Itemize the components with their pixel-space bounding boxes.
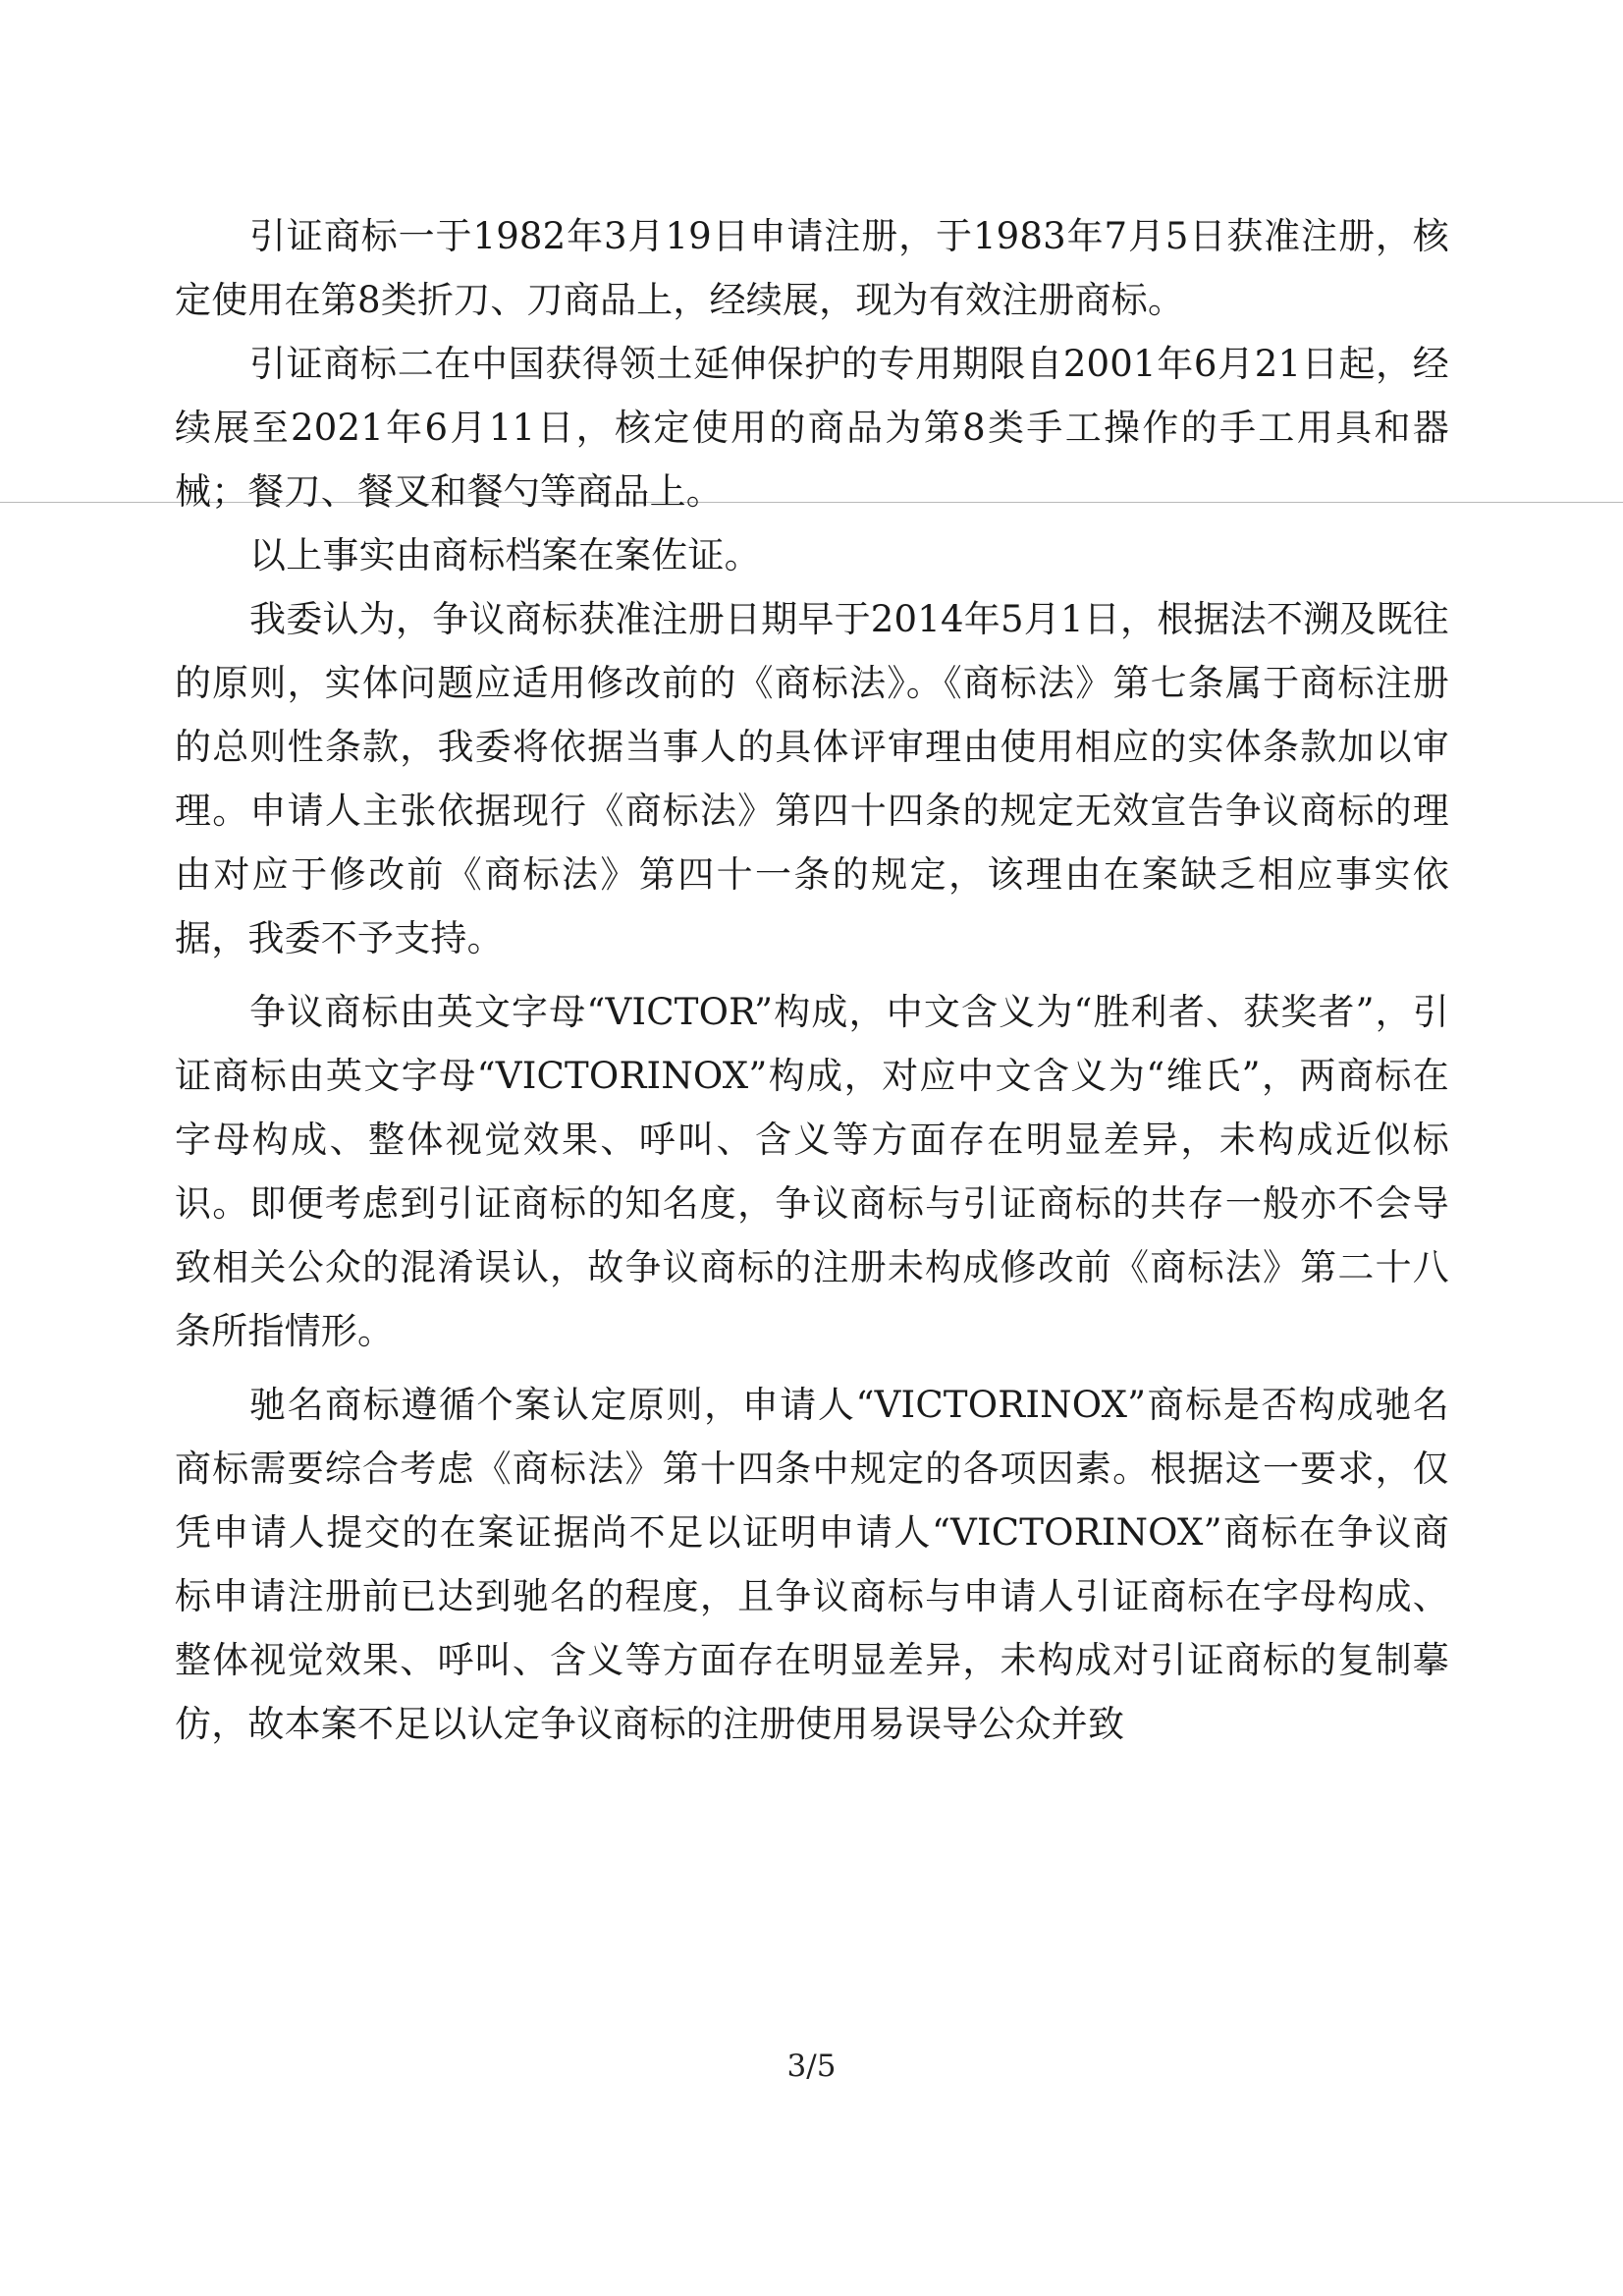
paragraph-citation-mark-two: 引证商标二在中国获得领土延伸保护的专用期限自2001年6月21日起，经续展至2021年6月11日，核定使用的商品为第8类手工操作的手工用具和器械；餐刀、餐叉和餐勺等商品上。 (175, 343, 1449, 513)
paragraph-citation-mark-one: 引证商标一于1982年3月19日申请注册，于1983年7月5日获准注册，核定使用在第8类折刀、刀商品上，经续展，现为有效注册商标。 (175, 215, 1449, 321)
page-number: 3/5 (786, 2049, 837, 2084)
paragraph-well-known-mark: 驰名商标遵循个案认定原则，申请人“VICTORINOX”商标是否构成驰名商标需要综合考虑《商标法》第十四条中规定的各项因素。根据这一要求，仅凭申请人提交的在案证据尚不足以证明申请人“VICTORINOX”商标在争议商标申请注册前已达到驰名的程度，且争议商标与申请人引证商标在字母构成、整体视觉效果、呼叫、含义等方面存在明显差异，未构成对引证商标的复制摹仿，故本案不足以认定争议商标的注册使用易误导公众并致 (175, 1384, 1449, 1745)
paragraph-committee-opinion: 我委认为，争议商标获准注册日期早于2014年5月1日，根据法不溯及既往的原则，实体问题应适用修改前的《商标法》。《商标法》第七条属于商标注册的总则性条款，我委将依据当事人的具体评审理由使用相应的实体条款加以审理。申请人主张依据现行《商标法》第四十四条的规定无效宣告争议商标的理由对应于修改前《商标法》第四十一条的规定，该理由在案缺乏相应事实依据，我委不予支持。 (175, 598, 1449, 959)
document-body (175, 204, 1449, 1756)
paragraph-evidence-statement: 以上事实由商标档案在案佐证。 (249, 534, 761, 576)
paragraph-mark-comparison: 争议商标由英文字母“VICTOR”构成，中文含义为“胜利者、获奖者”，引证商标由英文字母“VICTORINOX”构成，对应中文含义为“维氏”，两商标在字母构成、整体视觉效果、呼叫、含义等方面存在明显差异，未构成近似标识。即便考虑到引证商标的知名度，争议商标与引证商标的共存一般亦不会导致相关公众的混淆误认，故争议商标的注册未构成修改前《商标法》第二十八条所指情形。 (175, 991, 1449, 1352)
